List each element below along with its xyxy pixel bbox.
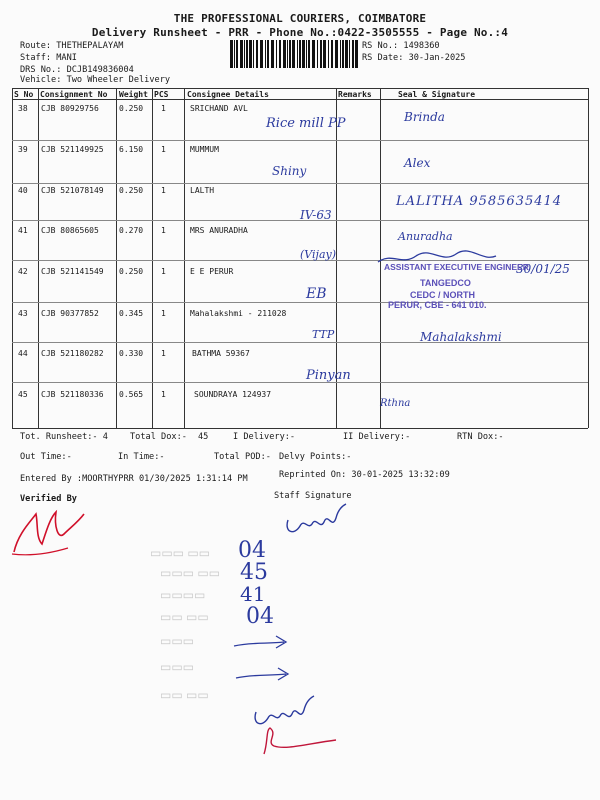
row-consignment: CJB 521141549 <box>41 267 104 276</box>
row-pcs: 1 <box>161 309 166 318</box>
table-row <box>0 349 600 389</box>
row-consignee: SOUNDRAYA 124937 <box>194 390 272 399</box>
table-row <box>0 267 600 307</box>
barcode-bar <box>308 40 310 68</box>
staff-label: Staff: MANI <box>20 53 77 63</box>
barcode-bar <box>246 40 248 68</box>
row-sno: 45 <box>18 390 28 399</box>
handwritten-note: IV-63 <box>300 208 332 222</box>
row-consignee: LALTH <box>190 186 215 195</box>
barcode-bar <box>317 40 318 68</box>
tally-value: 04 <box>246 604 274 629</box>
i-delivery: I Delivery:- <box>233 432 296 442</box>
barcode-bar <box>342 40 344 68</box>
barcode-bar <box>276 40 277 68</box>
row-consignment: CJB 521180336 <box>41 390 104 399</box>
col-sno: S No <box>14 90 34 99</box>
barcode-bar <box>312 40 315 68</box>
barcode-bar <box>297 40 298 68</box>
handwritten-note: EB <box>306 286 327 302</box>
row-consignee: SRICHAND AVL <box>190 104 248 113</box>
route-label: Route: THETHEPALAYAM <box>20 41 124 51</box>
staff-signature-icon <box>282 500 352 540</box>
row-consignee: MUMMUM <box>190 145 219 154</box>
out-time: Out Time:- <box>20 452 72 462</box>
barcode-bar <box>244 40 245 68</box>
row-sno: 39 <box>18 145 28 154</box>
barcode-bar <box>323 40 326 68</box>
row-weight: 0.250 <box>119 186 144 195</box>
handwritten-note: (Vijay) <box>300 248 337 261</box>
scribble-icon <box>228 632 298 662</box>
barcode-bar <box>289 40 291 68</box>
row-consignee: E E PERUR <box>190 267 234 276</box>
in-time: In Time:- <box>118 452 165 462</box>
barcode-bar <box>349 40 350 68</box>
ii-delivery: II Delivery:- <box>343 432 411 442</box>
barcode-bar <box>234 40 235 68</box>
row-weight: 0.270 <box>119 226 144 235</box>
row-pcs: 1 <box>161 145 166 154</box>
verified-by: Verified By <box>20 494 77 504</box>
row-weight: 0.250 <box>119 267 144 276</box>
barcode-bar <box>283 40 286 68</box>
row-pcs: 1 <box>161 349 166 358</box>
row-consignment: CJB 80865605 <box>41 226 99 235</box>
runsheet-subtitle: Delivery Runsheet - PRR - Phone No.:0422-3505555 - Page No.:4 <box>91 26 509 39</box>
handwritten-signature: Rthna <box>380 398 411 409</box>
row-consignee: Mahalakshmi - 211028 <box>190 309 287 318</box>
handwritten-note: TTP <box>312 328 335 341</box>
scribble-icon <box>230 664 300 694</box>
handwritten-signature: Anuradha <box>398 230 453 243</box>
barcode-bar <box>352 40 354 68</box>
row-consignment: CJB 521180282 <box>41 349 104 358</box>
total-dox-label: Total Dox:- <box>130 432 187 442</box>
row-sno: 42 <box>18 267 28 276</box>
row-pcs: 1 <box>161 226 166 235</box>
barcode-bar <box>335 40 338 68</box>
row-pcs: 1 <box>161 186 166 195</box>
tally-value: 45 <box>240 560 268 585</box>
row-pcs: 1 <box>161 267 166 276</box>
delvy-points: Delvy Points:- <box>279 452 352 462</box>
staff-signature-label: Staff Signature <box>274 491 352 501</box>
row-pcs: 1 <box>161 104 166 113</box>
barcode-bar <box>279 40 281 68</box>
barcode-bar <box>230 40 233 68</box>
handwritten-signature: LALITHA 9585635414 <box>396 194 563 209</box>
barcode-bar <box>328 40 329 68</box>
col-consignment: Consignment No <box>40 90 108 99</box>
table-row <box>0 390 600 430</box>
col-seal-signature: Seal & Signature <box>398 90 476 99</box>
handwritten-note: Pinyan <box>306 368 351 383</box>
rs-date: RS Date: 30-Jan-2025 <box>362 53 466 63</box>
barcode-bar <box>299 40 301 68</box>
barcode-bar <box>355 40 358 68</box>
drs-label: DRS No.: DCJB149836004 <box>20 65 134 75</box>
barcode-bar <box>240 40 243 68</box>
barcode-bar <box>292 40 295 68</box>
barcode-bar <box>265 40 266 68</box>
row-consignee: BATHMA 59367 <box>192 349 250 358</box>
row-consignment: CJB 90377852 <box>41 309 99 318</box>
handwritten-note: Rice mill PP <box>266 116 346 131</box>
row-sno: 44 <box>18 349 28 358</box>
row-weight: 6.150 <box>119 145 144 154</box>
barcode-bar <box>267 40 269 68</box>
total-dox-value: 45 <box>198 432 209 442</box>
col-remarks: Remarks <box>338 90 372 99</box>
row-weight: 0.345 <box>119 309 144 318</box>
barcode-bar <box>331 40 333 68</box>
company-title: THE PROFESSIONAL COURIERS, COIMBATORE <box>173 12 427 25</box>
table-row <box>0 309 600 349</box>
handwritten-signature: Brinda <box>404 110 445 124</box>
row-sno: 41 <box>18 226 28 235</box>
vehicle-label: Vehicle: Two Wheeler Delivery <box>20 75 171 85</box>
barcode-bar <box>320 40 322 68</box>
row-sno: 43 <box>18 309 28 318</box>
rs-number: RS No.: 1498360 <box>362 41 440 51</box>
col-consignee: Consignee Details <box>187 90 269 99</box>
rtn-dox: RTN Dox:- <box>457 432 504 442</box>
barcode-bar <box>340 40 341 68</box>
col-weight: Weight <box>119 90 148 99</box>
stamp-signature-icon <box>372 250 502 268</box>
tally-value: 04 <box>238 538 266 563</box>
barcode-bar <box>306 40 307 68</box>
verifier-signature-icon <box>8 504 88 560</box>
handwritten-note: Shiny <box>272 164 307 178</box>
row-weight: 0.330 <box>119 349 144 358</box>
handwritten-signature: Mahalakshmi <box>420 330 502 344</box>
entered-by: Entered By :MOORTHYPRR 01/30/2025 1:31:14 PM <box>20 474 248 484</box>
tot-runsheet: Tot. Runsheet:- 4 <box>20 432 108 442</box>
barcode-bar <box>302 40 305 68</box>
handwritten-signature: Alex <box>404 156 431 170</box>
barcode-bar <box>236 40 238 68</box>
col-pcs: PCS <box>154 90 169 99</box>
barcode-bar <box>345 40 348 68</box>
reprinted-on: Reprinted On: 30-01-2025 13:32:09 <box>279 470 450 480</box>
barcode-bar <box>256 40 258 68</box>
barcode-bar <box>249 40 252 68</box>
row-consignment: CJB 521078149 <box>41 186 104 195</box>
row-pcs: 1 <box>161 390 166 399</box>
total-pod: Total POD:- <box>214 452 271 462</box>
barcode-image <box>230 40 360 70</box>
tally-value: 41 <box>240 582 266 606</box>
row-sno: 40 <box>18 186 28 195</box>
handwritten-date: 30/01/25 <box>516 262 570 276</box>
row-sno: 38 <box>18 104 28 113</box>
barcode-bar <box>287 40 288 68</box>
row-consignment: CJB 80929756 <box>41 104 99 113</box>
row-weight: 0.250 <box>119 104 144 113</box>
row-weight: 0.565 <box>119 390 144 399</box>
row-consignment: CJB 521149925 <box>41 145 104 154</box>
barcode-bar <box>271 40 274 68</box>
barcode-bar <box>253 40 254 68</box>
signature-icon <box>256 724 346 760</box>
row-consignee: MRS ANURADHA <box>190 226 248 235</box>
barcode-bar <box>260 40 263 68</box>
